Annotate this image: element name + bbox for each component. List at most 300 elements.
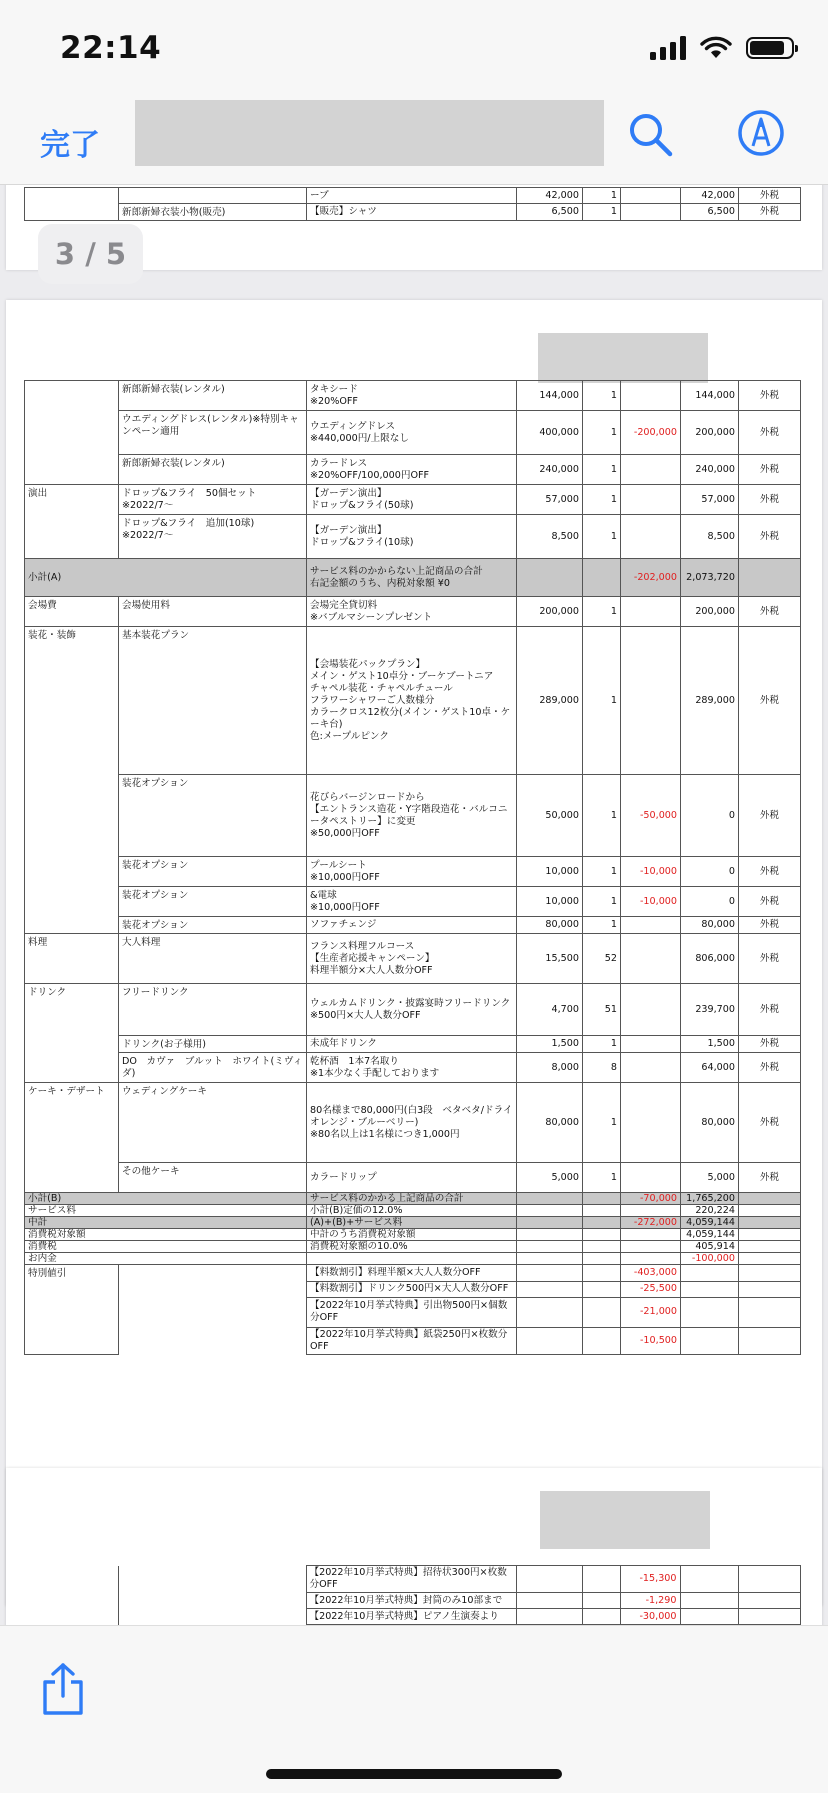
tax-type-cell: 外税 (739, 627, 801, 775)
table-row (25, 627, 801, 775)
category-cell: ケーキ・デザート (25, 1083, 119, 1163)
document-page-3 (6, 300, 822, 1606)
quantity-cell (583, 1241, 621, 1253)
tax-type-cell: 外税 (739, 1163, 801, 1193)
description-cell: 【料数割引】料理半額×大人人数分OFF (307, 1265, 517, 1282)
battery-level (750, 41, 784, 55)
discount-cell (621, 455, 681, 485)
subtotal-a-row (25, 559, 801, 597)
quantity-cell: 1 (583, 455, 621, 485)
discount-cell: -25,500 (621, 1281, 681, 1297)
tax-type-cell: 外税 (739, 455, 801, 485)
description-cell: カラードレス ※20%OFF/100,000円OFF (307, 455, 517, 485)
tax-type-cell: 外税 (739, 485, 801, 515)
discount-cell (621, 1241, 681, 1253)
tax-type-cell (739, 1265, 801, 1282)
quantity-cell: 1 (583, 204, 621, 221)
category-cell: ドリンク (25, 984, 119, 1036)
description-cell: サービス料のかからない上記商品の合計 右記金額のうち、内税対象額 ¥0 (307, 559, 517, 597)
summary-label: サービス料 (25, 1205, 307, 1217)
quantity-cell (582, 1566, 620, 1593)
discount-cell (621, 204, 681, 221)
tax-type-cell (739, 1229, 801, 1241)
category-cell (25, 455, 119, 485)
discount-cell (621, 188, 681, 204)
table-row (25, 1163, 801, 1193)
item-cell (119, 188, 307, 204)
nav-bar (0, 96, 828, 185)
amount-cell: 0 (681, 857, 739, 887)
item-cell: その他ケーキ (119, 1163, 307, 1193)
discount-cell (621, 485, 681, 515)
unit-price-cell: 42,000 (517, 188, 583, 204)
unit-price-cell: 8,500 (517, 515, 583, 559)
unit-price-cell: 80,000 (517, 1083, 583, 1163)
amount-cell: 0 (681, 887, 739, 917)
amount-cell (680, 1609, 738, 1625)
item-cell: 装花オプション (119, 887, 307, 917)
unit-price-cell: 6,500 (517, 204, 583, 221)
category-cell (25, 887, 119, 917)
unit-price-cell: 4,700 (517, 984, 583, 1036)
description-cell: 【ガーデン演出】 ドロップ&フライ(10球) (307, 515, 517, 559)
amount-cell (680, 1593, 738, 1609)
cellular-signal-icon (650, 36, 686, 60)
description-cell: &電球 ※10,000円OFF (307, 887, 517, 917)
amount-cell: 4,059,144 (681, 1217, 739, 1229)
unit-price-cell (517, 1281, 583, 1297)
amount-cell: 289,000 (681, 627, 739, 775)
category-cell (25, 1053, 119, 1083)
description-cell: 小計(B)定価の12.0% (307, 1205, 517, 1217)
amount-cell (680, 1566, 738, 1593)
tax-type-cell: 外税 (739, 775, 801, 857)
table-row (25, 188, 801, 204)
page-indicator: 3 / 5 (38, 224, 143, 284)
category-cell (25, 381, 119, 411)
unit-price-cell: 10,000 (517, 887, 583, 917)
unit-price-cell: 8,000 (517, 1053, 583, 1083)
description-cell: 【2022年10月挙式特典】ピアノ生演奏より (306, 1609, 516, 1625)
summary-row (25, 1193, 801, 1205)
discount-cell (621, 1053, 681, 1083)
unit-price-cell (517, 1193, 583, 1205)
category-cell (25, 1297, 119, 1327)
unit-price-cell (517, 1297, 583, 1327)
category-cell (24, 1566, 118, 1593)
summary-row (25, 1205, 801, 1217)
summary-label: 消費税対象額 (25, 1229, 307, 1241)
share-icon[interactable] (40, 1662, 86, 1716)
summary-label: お内金 (25, 1253, 307, 1265)
description-cell: 【2022年10月挙式特典】引出物500円×個数分OFF (307, 1297, 517, 1327)
invoice-table-next (24, 1565, 801, 1625)
description-cell: 【料数割引】ドリンク500円×大人人数分OFF (307, 1281, 517, 1297)
quantity-cell: 1 (583, 381, 621, 411)
quantity-cell: 1 (583, 597, 621, 627)
summary-row (25, 1241, 801, 1253)
tax-type-cell (739, 1205, 801, 1217)
tax-type-cell (739, 1281, 801, 1297)
item-cell (118, 1566, 306, 1593)
category-cell (25, 1036, 119, 1053)
amount-cell: 0 (681, 775, 739, 857)
amount-cell (681, 1327, 739, 1354)
description-cell: 【販売】シャツ (307, 204, 517, 221)
discount-cell: -50,000 (621, 775, 681, 857)
tax-type-cell (739, 1253, 801, 1265)
discount-cell: -403,000 (621, 1265, 681, 1282)
quantity-cell: 1 (583, 917, 621, 934)
discount-cell (621, 1036, 681, 1053)
table-row (25, 485, 801, 515)
bottom-toolbar (0, 1625, 828, 1793)
tax-type-cell: 外税 (739, 597, 801, 627)
description-cell: 花びらバージンロードから 【エントランス造花・Y字階段造花・バルコニータペストリー】に変更 ※50,000円OFF (307, 775, 517, 857)
unit-price-cell (516, 1609, 582, 1625)
quantity-cell: 1 (583, 1036, 621, 1053)
home-indicator (266, 1769, 562, 1779)
quantity-cell: 8 (583, 1053, 621, 1083)
description-cell: 【会場装花パックプラン】 メイン・ゲスト10卓分・ブーケブートニア チャペル装花・チャペルチュール フラワーシャワーご人数様分 カラークロス12枚分(メイン・ゲスト10卓・ケーキ台) 色:メープルピンク (307, 627, 517, 775)
discount-row (24, 1609, 800, 1625)
description-cell: タキシード ※20%OFF (307, 381, 517, 411)
tax-type-cell (739, 559, 801, 597)
discount-row (25, 1281, 801, 1297)
category-cell (25, 857, 119, 887)
category-cell (25, 1327, 119, 1354)
amount-cell: 405,914 (681, 1241, 739, 1253)
description-cell: 【ガーデン演出】 ドロップ&フライ(50球) (307, 485, 517, 515)
summary-label: 小計(B) (25, 1193, 307, 1205)
description-cell: ソファチェンジ (307, 917, 517, 934)
tax-type-cell: 外税 (739, 857, 801, 887)
document-viewer[interactable] (0, 185, 828, 1625)
quantity-cell (582, 1609, 620, 1625)
amount-cell: 200,000 (681, 597, 739, 627)
table-row (25, 1036, 801, 1053)
table-row (25, 1053, 801, 1083)
summary-row (25, 1253, 801, 1265)
tax-type-cell (738, 1593, 800, 1609)
unit-price-cell (517, 559, 583, 597)
quantity-cell: 1 (583, 411, 621, 455)
amount-cell: 200,000 (681, 411, 739, 455)
discount-cell (621, 597, 681, 627)
quantity-cell: 51 (583, 984, 621, 1036)
description-cell: 未成年ドリンク (307, 1036, 517, 1053)
quantity-cell (583, 1253, 621, 1265)
tax-type-cell (739, 1327, 801, 1354)
discount-cell (621, 917, 681, 934)
category-cell (25, 917, 119, 934)
tax-type-cell: 外税 (739, 917, 801, 934)
amount-cell: 80,000 (681, 917, 739, 934)
unit-price-cell: 1,500 (517, 1036, 583, 1053)
discount-cell (621, 1253, 681, 1265)
summary-row (25, 1229, 801, 1241)
discount-cell: -200,000 (621, 411, 681, 455)
status-time: 22:14 (60, 30, 162, 66)
discount-cell (621, 1229, 681, 1241)
discount-cell: -272,000 (621, 1217, 681, 1229)
tax-type-cell (738, 1566, 800, 1593)
description-cell: 乾杯酒 1本7名取り ※1本少なく手配しております (307, 1053, 517, 1083)
amount-cell: 239,700 (681, 984, 739, 1036)
amount-cell (681, 1281, 739, 1297)
item-cell: DO カヴァ ブルット ホワイト(ミヴィダ) (119, 1053, 307, 1083)
description-cell: ーブ (307, 188, 517, 204)
item-cell (119, 1327, 307, 1354)
unit-price-cell (517, 1327, 583, 1354)
item-cell: ウエディングドレス(レンタル)※特別キャンペーン適用 (119, 411, 307, 455)
battery-icon (746, 37, 794, 59)
tax-type-cell: 外税 (739, 1036, 801, 1053)
amount-cell: 64,000 (681, 1053, 739, 1083)
quantity-cell (582, 1593, 620, 1609)
item-cell: 大人料理 (119, 934, 307, 984)
table-row (25, 411, 801, 455)
discount-cell: -1,290 (620, 1593, 680, 1609)
category-cell: 装花・装飾 (25, 627, 119, 775)
tax-type-cell (738, 1609, 800, 1625)
description-cell: 消費税対象額の10.0% (307, 1241, 517, 1253)
tax-type-cell: 外税 (739, 411, 801, 455)
quantity-cell (583, 1229, 621, 1241)
tax-type-cell: 外税 (739, 984, 801, 1036)
quantity-cell (583, 1281, 621, 1297)
table-row (25, 934, 801, 984)
table-row (25, 381, 801, 411)
category-cell: 演出 (25, 485, 119, 515)
summary-label: 中計 (25, 1217, 307, 1229)
item-cell (119, 1281, 307, 1297)
description-cell: プールシート ※10,000円OFF (307, 857, 517, 887)
quantity-cell (583, 1217, 621, 1229)
item-cell: 新郎新婦衣装(レンタル) (119, 381, 307, 411)
status-icons (650, 36, 794, 60)
category-cell (25, 411, 119, 455)
discount-cell (621, 1083, 681, 1163)
unit-price-cell (516, 1566, 582, 1593)
description-cell: フランス料理フルコース 【生産者応援キャンペーン】 料理半額分×大人人数分OFF (307, 934, 517, 984)
category-cell: 特別値引 (25, 1265, 119, 1282)
unit-price-cell: 400,000 (517, 411, 583, 455)
item-cell: 会場使用料 (119, 597, 307, 627)
unit-price-cell: 200,000 (517, 597, 583, 627)
discount-row (25, 1327, 801, 1354)
description-cell (307, 1253, 517, 1265)
discount-cell: -70,000 (621, 1193, 681, 1205)
wifi-icon (700, 36, 732, 60)
discount-cell: -15,300 (620, 1566, 680, 1593)
description-cell: 【2022年10月挙式特典】封筒のみ10部まで (306, 1593, 516, 1609)
amount-cell: 8,500 (681, 515, 739, 559)
category-cell (25, 775, 119, 857)
quantity-cell: 1 (583, 1083, 621, 1163)
amount-cell: 220,224 (681, 1205, 739, 1217)
table-row (25, 455, 801, 485)
unit-price-cell: 80,000 (517, 917, 583, 934)
description-cell: サービス料のかかる上記商品の合計 (307, 1193, 517, 1205)
item-cell: フリードリンク (119, 984, 307, 1036)
item-cell (118, 1593, 306, 1609)
unit-price-cell: 289,000 (517, 627, 583, 775)
invoice-table (24, 380, 801, 1355)
discount-cell: -30,000 (620, 1609, 680, 1625)
tax-type-cell: 外税 (739, 887, 801, 917)
discount-row (25, 1297, 801, 1327)
subtotal-label: 小計(A) (25, 559, 307, 597)
item-cell: ドロップ&フライ 50個セット ※2022/7〜 (119, 485, 307, 515)
unit-price-cell: 50,000 (517, 775, 583, 857)
description-cell: カラードリップ (307, 1163, 517, 1193)
unit-price-cell (517, 1253, 583, 1265)
quantity-cell: 1 (583, 515, 621, 559)
tax-type-cell: 外税 (739, 188, 801, 204)
item-cell: ドロップ&フライ 追加(10球) ※2022/7〜 (119, 515, 307, 559)
markup-pen-icon[interactable] (736, 108, 786, 158)
quantity-cell (583, 1265, 621, 1282)
quantity-cell (583, 559, 621, 597)
done-button[interactable]: 完了 (40, 128, 100, 163)
discount-cell (621, 1163, 681, 1193)
redacted-header-block (538, 333, 708, 383)
amount-cell: -100,000 (681, 1253, 739, 1265)
item-cell: ウェディングケーキ (119, 1083, 307, 1163)
table-row (25, 597, 801, 627)
tax-type-cell: 外税 (739, 1053, 801, 1083)
item-cell: 基本装花プラン (119, 627, 307, 775)
quantity-cell: 1 (583, 188, 621, 204)
amount-cell (681, 1265, 739, 1282)
quantity-cell: 1 (583, 485, 621, 515)
status-bar (0, 0, 828, 96)
category-cell (25, 1163, 119, 1193)
category-cell (25, 1281, 119, 1297)
item-cell: ドリンク(お子様用) (119, 1036, 307, 1053)
item-cell (118, 1609, 306, 1625)
discount-row (24, 1566, 800, 1593)
table-row (25, 984, 801, 1036)
summary-label: 消費税 (25, 1241, 307, 1253)
quantity-cell (583, 1193, 621, 1205)
unit-price-cell: 144,000 (517, 381, 583, 411)
category-cell (24, 1593, 118, 1609)
table-row (25, 204, 801, 221)
amount-cell: 240,000 (681, 455, 739, 485)
category-cell (25, 515, 119, 559)
item-cell: 新郎新婦衣装(レンタル) (119, 455, 307, 485)
invoice-table-prev (24, 187, 801, 221)
quantity-cell: 1 (583, 887, 621, 917)
item-cell (119, 1297, 307, 1327)
discount-cell (621, 934, 681, 984)
summary-row (25, 1217, 801, 1229)
discount-cell (621, 627, 681, 775)
amount-cell: 80,000 (681, 1083, 739, 1163)
quantity-cell (583, 1205, 621, 1217)
amount-cell (681, 1297, 739, 1327)
category-cell (24, 1609, 118, 1625)
document-page-4 (6, 1468, 822, 1625)
description-cell: 会場完全貸切料 ※バブルマシーンプレゼント (307, 597, 517, 627)
amount-cell: 1,500 (681, 1036, 739, 1053)
unit-price-cell: 57,000 (517, 485, 583, 515)
tax-type-cell: 外税 (739, 934, 801, 984)
description-cell: 80名様まで80,000円(白3段 ベタベタ/ドライオレンジ・ブルーベリー) ※80名以上は1名様につき1,000円 (307, 1083, 517, 1163)
tax-type-cell (739, 1217, 801, 1229)
amount-cell: 2,073,720 (681, 559, 739, 597)
category-cell: 料理 (25, 934, 119, 984)
discount-cell (621, 515, 681, 559)
item-cell: 装花オプション (119, 775, 307, 857)
unit-price-cell (517, 1229, 583, 1241)
table-row (25, 917, 801, 934)
item-cell: 新郎新婦衣装小物(販売) (119, 204, 307, 221)
tax-type-cell (739, 1241, 801, 1253)
amount-cell: 57,000 (681, 485, 739, 515)
amount-cell: 1,765,200 (681, 1193, 739, 1205)
description-cell: 【2022年10月挙式特典】紙袋250円×枚数分OFF (307, 1327, 517, 1354)
unit-price-cell: 10,000 (517, 857, 583, 887)
unit-price-cell (517, 1265, 583, 1282)
quantity-cell: 1 (583, 775, 621, 857)
unit-price-cell (517, 1205, 583, 1217)
table-row (25, 1083, 801, 1163)
tax-type-cell (739, 1193, 801, 1205)
item-cell: 装花オプション (119, 917, 307, 934)
search-icon[interactable] (626, 110, 674, 158)
redacted-header-block-next (540, 1491, 710, 1549)
discount-cell (621, 381, 681, 411)
amount-cell: 4,059,144 (681, 1229, 739, 1241)
discount-cell: -21,000 (621, 1297, 681, 1327)
tax-type-cell: 外税 (739, 1083, 801, 1163)
discount-cell: -10,000 (621, 887, 681, 917)
discount-row (25, 1265, 801, 1282)
table-row (25, 857, 801, 887)
quantity-cell: 52 (583, 934, 621, 984)
item-cell: 装花オプション (119, 857, 307, 887)
amount-cell: 5,000 (681, 1163, 739, 1193)
category-cell: 会場費 (25, 597, 119, 627)
description-cell: 【2022年10月挙式特典】招待状300円×枚数分OFF (306, 1566, 516, 1593)
discount-cell (621, 1205, 681, 1217)
description-cell: 中計のうち消費税対象額 (307, 1229, 517, 1241)
discount-row (24, 1593, 800, 1609)
table-row (25, 887, 801, 917)
description-cell: (A)+(B)+サービス料 (307, 1217, 517, 1229)
category-cell (25, 204, 119, 221)
amount-cell: 42,000 (681, 188, 739, 204)
item-cell (119, 1265, 307, 1282)
unit-price-cell: 240,000 (517, 455, 583, 485)
discount-cell: -10,500 (621, 1327, 681, 1354)
discount-cell: -202,000 (621, 559, 681, 597)
redacted-title (135, 100, 604, 166)
amount-cell: 144,000 (681, 381, 739, 411)
tax-type-cell: 外税 (739, 381, 801, 411)
unit-price-cell (516, 1593, 582, 1609)
unit-price-cell: 5,000 (517, 1163, 583, 1193)
tax-type-cell (739, 1297, 801, 1327)
quantity-cell: 1 (583, 1163, 621, 1193)
unit-price-cell (517, 1217, 583, 1229)
tax-type-cell: 外税 (739, 515, 801, 559)
quantity-cell (583, 1327, 621, 1354)
amount-cell: 6,500 (681, 204, 739, 221)
